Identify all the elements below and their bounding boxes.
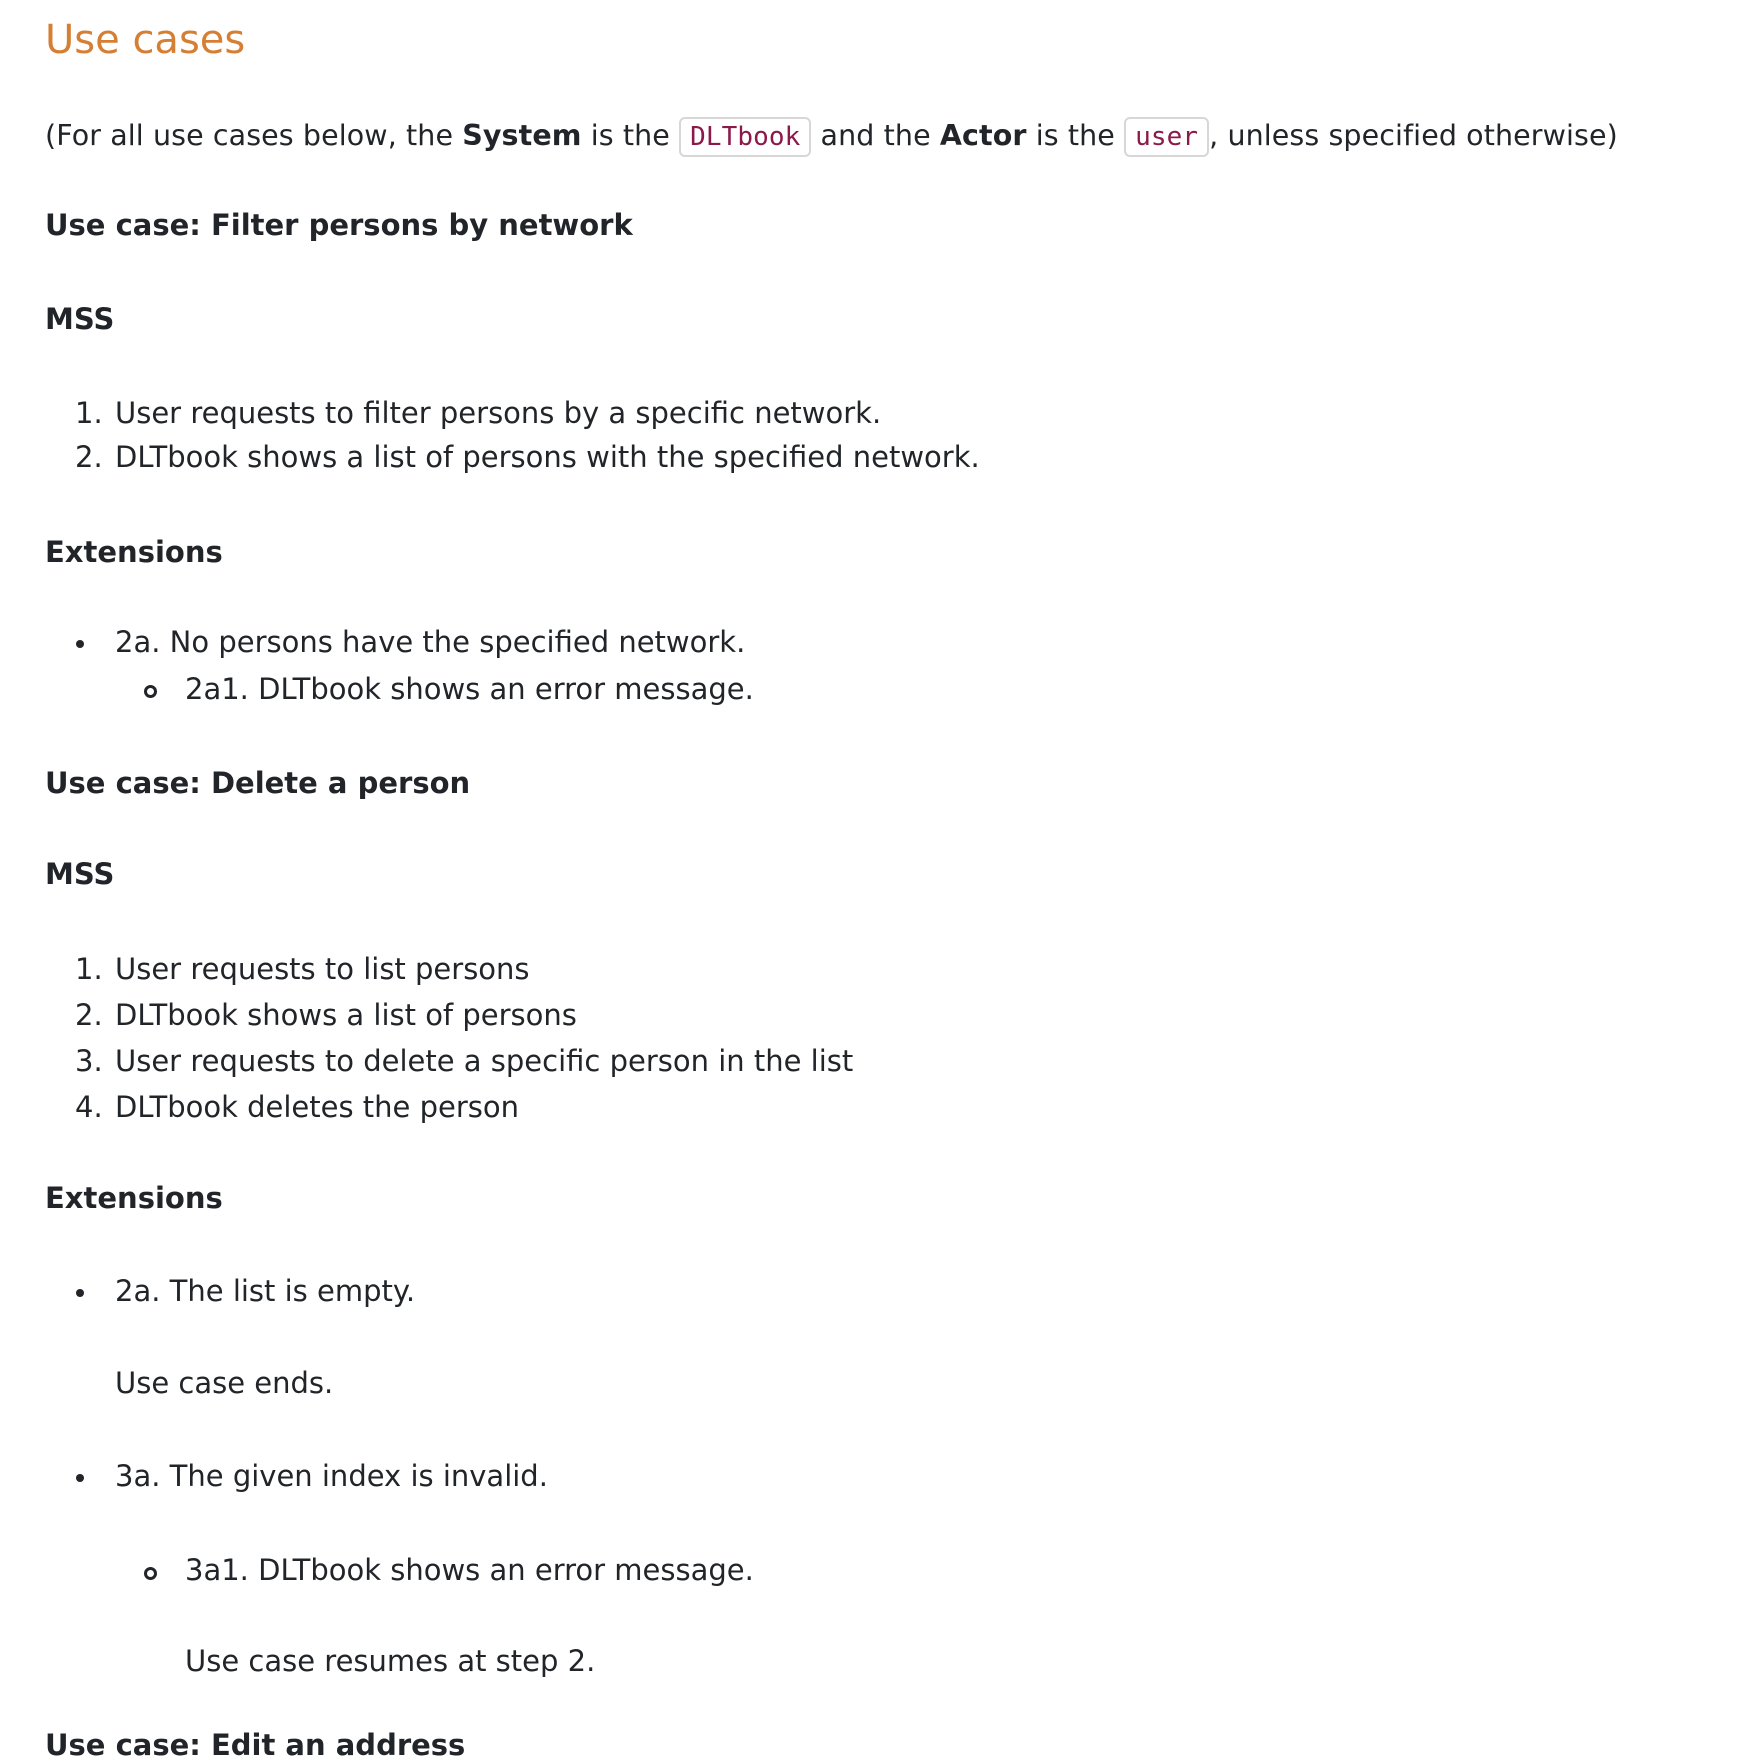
next-use-case-heading: Use case: Edit an address <box>45 1728 466 1762</box>
mss-steps-list <box>45 391 980 479</box>
list-item: 1. User requests to filter persons by a specific network. <box>75 396 882 430</box>
intro-text: is the <box>1026 119 1125 152</box>
extensions-heading: Extensions <box>45 1181 223 1215</box>
mss-heading: MSS <box>45 302 115 336</box>
use-case-heading: Use case: Delete a person <box>45 766 471 800</box>
extension-note: Use case ends. <box>115 1366 334 1400</box>
circle-bullet-icon <box>144 685 157 698</box>
mss-heading: MSS <box>45 857 115 891</box>
list-item: 2. DLTbook shows a list of persons <box>75 998 577 1032</box>
bullet-icon <box>76 1289 84 1297</box>
list-item: 1. User requests to list persons <box>75 952 530 986</box>
mss-steps-list <box>45 946 853 1130</box>
intro-paragraph <box>45 113 1618 160</box>
section-title: Use cases <box>45 17 246 63</box>
circle-bullet-icon <box>144 1567 157 1580</box>
actor-code: user <box>1124 117 1209 157</box>
intro-text: , unless specified otherwise) <box>1209 119 1618 152</box>
system-code: DLTbook <box>679 117 811 157</box>
bullet-icon <box>76 1474 84 1482</box>
list-item: 4. DLTbook deletes the person <box>75 1090 520 1124</box>
intro-text: (For all use cases below, the <box>45 119 463 152</box>
bullet-icon <box>76 640 84 648</box>
actor-label: Actor <box>939 119 1027 152</box>
list-item: 3. User requests to delete a specific person in the list <box>75 1044 854 1078</box>
intro-text: is the <box>581 119 680 152</box>
list-item: 2. DLTbook shows a list of persons with the specified network. <box>75 440 980 474</box>
extensions-heading: Extensions <box>45 535 223 569</box>
system-label: System <box>462 119 582 152</box>
extension-note: Use case resumes at step 2. <box>185 1644 596 1678</box>
use-case-heading: Use case: Filter persons by network <box>45 208 633 242</box>
intro-text: and the <box>811 119 940 152</box>
